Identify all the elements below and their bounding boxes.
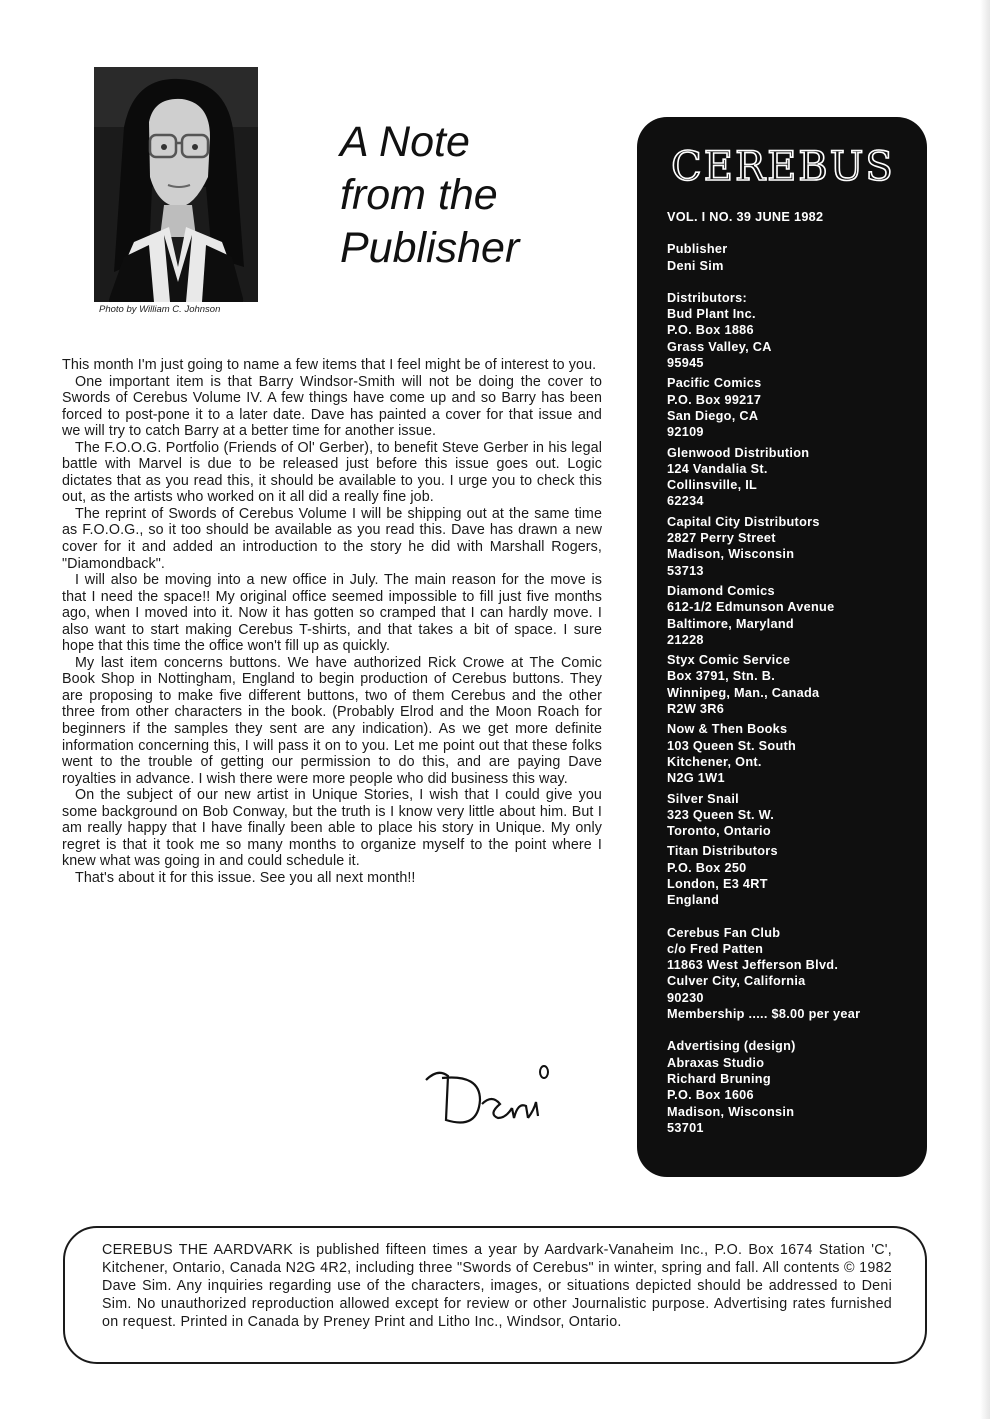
masthead-line: England [667,893,720,908]
masthead-line: 124 Vandalia St. [667,461,768,476]
masthead-line: 612-1/2 Edmunson Avenue [667,600,835,615]
masthead-line: Distributors: [667,290,748,305]
masthead-line: London, E3 4RT [667,876,768,891]
masthead-line: Styx Comic Service [667,653,791,668]
masthead-line: VOL. I NO. 39 JUNE 1982 [667,210,824,224]
masthead-line: Capital City Distributors [667,514,820,529]
masthead-block [667,445,917,510]
masthead-line: Now & Then Books [667,722,788,737]
masthead-line: Box 3791, Stn. B. [667,669,776,684]
paragraph: On the subject of our new artist in Unique Stories, I wish that I could give you some background on Bob Conway, but the truth is I know very little about him. But I am really happy that I have finally been able to place his story in Unique. My only regret is that it took me so many months to organize myself to the point where I knew what was going in and could schedule it. [62,787,602,870]
photo-caption: Photo by William C. Johnson [99,304,221,315]
masthead-line: Titan Distributors [667,844,778,859]
masthead-line: 53713 [667,563,704,578]
masthead-line: Madison, Wisconsin [667,1104,795,1119]
masthead-line: Diamond Comics [667,583,775,598]
masthead-line: San Diego, CA [667,408,759,423]
logo-text: CEREBUS [671,144,895,189]
paragraph: My last item concerns buttons. We have authorized Rick Crowe at The Comic Book Shop in Nottingham, England to begin production of Cerebus buttons. They are proposing to make five different buttons, two of them Cerebus and the other three from other characters in the book. (Probably Elrod and the Moon Roach for beginners if the samples they sent are any indication). As we get more definite information concerning this, I will pass it on to you. Let me point out that these folks went to the trouble of getting our permission to do this, and are paying Dave royalties in advance. I wish there were more people who did business this way. [62,654,602,787]
masthead-line: Culver City, California [667,974,806,989]
masthead-line: Abraxas Studio [667,1055,765,1070]
title-line: Publisher [340,224,520,272]
masthead-line: 62234 [667,494,704,509]
masthead-block [667,791,917,840]
masthead-line: Silver Snail [667,791,740,806]
masthead-line: P.O. Box 250 [667,860,747,875]
masthead-line: Advertising (design) [667,1039,796,1054]
masthead-line: R2W 3R6 [667,702,725,717]
masthead-line: 53701 [667,1120,704,1135]
masthead-block [667,721,917,786]
masthead-block [667,925,917,1023]
masthead-block [667,1038,917,1136]
masthead-block [667,290,917,371]
cerebus-logo [649,143,917,189]
masthead-line: Madison, Wisconsin [667,547,795,562]
masthead-line: Toronto, Ontario [667,824,771,839]
masthead-line: Collinsville, IL [667,478,758,493]
masthead-line: P.O. Box 1606 [667,1088,754,1103]
masthead-block [667,843,917,908]
masthead-line: Pacific Comics [667,376,762,391]
masthead-line: Cerebus Fan Club [667,925,781,940]
masthead-block [667,652,917,717]
publisher-photo [94,67,258,302]
masthead-line: 95945 [667,356,704,371]
masthead-line: Bud Plant Inc. [667,307,756,322]
masthead-line: Kitchener, Ont. [667,754,762,769]
masthead-block [667,375,917,440]
masthead-block [667,241,917,274]
paragraph: That's about it for this issue. See you all next month!! [75,869,416,886]
masthead-line: P.O. Box 1886 [667,323,754,338]
publisher-note-body [62,357,602,887]
masthead-block [667,209,917,225]
masthead-line: Deni Sim [667,258,724,273]
publication-info: CEREBUS THE AARDVARK is published fifteen times a year by Aardvark-Vanaheim Inc., P.O. Box 1674 Station 'C', Kitchener, Ontario, Canada N2G 4R2, including three "Swords of Cerebus" in winter, spring and fall. All contents © 1982 Dave Sim. Any inquiries regarding use of the characters, images, or situations depicted should be addressed to Deni Sim. No unauthorized reproduction allowed except for review or other Journalistic purpose. Advertising rates furnished on request. Printed in Canada by Preney Print and Litho Inc., Windsor, Ontario. [102,1242,892,1330]
masthead-line: P.O. Box 99217 [667,392,762,407]
paragraph: The F.O.O.G. Portfolio (Friends of Ol' Gerber), to benefit Steve Gerber in his legal battle with Marvel is due to be released just before this issue goes out. Logic dictates that as you read this, it should be available to you. I urge you to check this out, as the artists who worked on it all did a really fine job. [62,439,602,506]
masthead-line: Publisher [667,242,728,257]
masthead-line: 11863 West Jefferson Blvd. [667,958,839,973]
title-line: from the [340,171,498,219]
signature [418,1060,568,1130]
masthead-line: c/o Fred Patten [667,941,764,956]
masthead-line: Baltimore, Maryland [667,616,794,631]
masthead-panel [637,117,927,1177]
title-line: A Note [340,118,470,166]
masthead-line: Richard Bruning [667,1071,771,1086]
masthead-line: Membership ..... $8.00 per year [667,1007,861,1022]
masthead-line: 92109 [667,425,704,440]
paragraph: The reprint of Swords of Cerebus Volume I will be shipping out at the same time as F.O.O.G., so it too should be available as you read this. Dave has drawn a new cover for it and added an introduction to the story he did with Marshall Rogers, "Diamondback". [62,505,602,572]
masthead-block [667,583,917,648]
masthead-line: 323 Queen St. W. [667,807,775,822]
masthead-block [667,514,917,579]
masthead-line: Grass Valley, CA [667,339,772,354]
paragraph: One important item is that Barry Windsor-Smith will not be doing the cover to Swords of Cerebus Volume IV. A few things have come up and so Barry has been forced to post-pone it to a later date. Dave has painted a cover for that issue and we will try to catch Barry at a better time for another issue. [62,373,602,440]
masthead-line: 90230 [667,990,704,1005]
masthead-line: 103 Queen St. South [667,738,797,753]
masthead-line: N2G 1W1 [667,771,725,786]
paragraph: I will also be moving into a new office in July. The main reason for the move is that I need the space!! My original office seemed impossible to fill just five months ago, when I moved into it. Now it has gotten so cramped that I can hardly move. I also want to start making Cerebus T-shirts, and that takes a bit of space. I sure hope that this time the office won't fill up as quickly. [62,572,602,655]
masthead-line: Glenwood Distribution [667,445,810,460]
paragraph: This month I'm just going to name a few items that I feel might be of interest to you. [62,357,597,373]
masthead-line: 2827 Perry Street [667,531,776,546]
masthead-line: Winnipeg, Man., Canada [667,685,820,700]
masthead-line: 21228 [667,632,704,647]
page-edge-shadow [980,0,990,1419]
page-title [340,116,620,275]
masthead-list [667,209,917,1140]
